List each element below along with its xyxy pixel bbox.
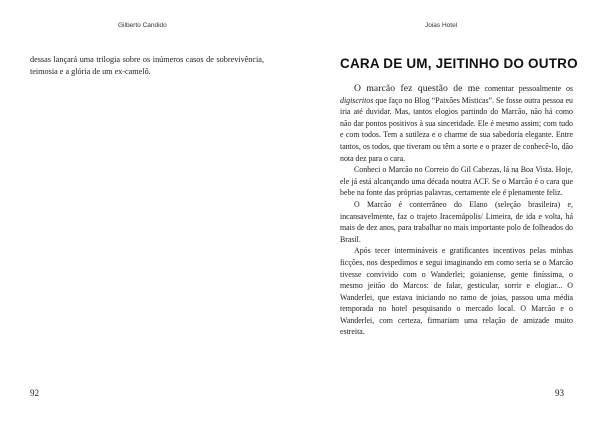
page-number-left: 92 [30, 388, 39, 398]
running-head-title: Joias Hotel [425, 22, 458, 29]
chapter-title: CARA DE UM, JEITINHO DO OUTRO [340, 56, 578, 71]
paragraph-1-text-a: comentar pessoalmente os [479, 84, 573, 93]
chapter-body [340, 83, 573, 338]
italic-term: digiscritos [340, 95, 374, 105]
paragraph-1 [340, 83, 573, 164]
page-number-right: 93 [555, 388, 564, 398]
left-page-text: dessas lançará uma trilogia sobre os inúmeros casos de sobrevivência, teimosia e a glória de um ex-camelô. [30, 55, 264, 76]
running-head-author: Gilberto Candido [118, 22, 167, 29]
paragraph-4: Após tecer intermináveis e gratificantes incentivos pelas minhas ficções, nos despedimos e segui imaginando em como seria se o Marcão tivesse convivido com o Wanderlei; goianiense, gente finíssima, o mesmo jeitão do Marcos: de falar, gesticular, sorrir e elogiar... O Wanderlei, que estava iniciando no ramo de joias, passou uma média temporada no hotel pesquisando o mercado local. O Marcão e o Wanderlei, com certeza, firmariam uma relação de amizade muito estreita. [340, 246, 573, 337]
paragraph-1-text-b: que faço no Blog “Paixões Místicas”. Se fosse outra pessoa eu iria até duvidar. Mas, tantos elogios partindo do Marcão, não há como não dar pontos positivos à sua sinceridade. Ele é mesmo assim; com tudo e com todos. Tem a sutileza e o charme de sua sabedoria elegante. Entre tantos, os todos, que tiveram ou têm a sorte e o prazer de conhecê-lo, dão nota dez para o cara. [340, 95, 573, 163]
paragraph-1-lead: O marcão fez questão de me [354, 83, 480, 94]
right-page [300, 0, 600, 425]
paragraph-2: Conheci o Marcão no Correio do Gil Cabezas, lá na Boa Vista. Hoje, ele já está alcançando uma década noutra ACF. Se o Marcão é o cara que bebe na fonte das próprias palavras, certamente ele é plenamente feliz. [340, 165, 573, 198]
paragraph-3: O Marcão é conterrâneo do Elano (seleção brasileira) e, incansavelmente, faz o trajeto Iracemápolis/ Limeira, de ida e volta, há mais de dez anos, para trabalhar no mais importante polo de folheados do Brasil. [340, 199, 573, 244]
